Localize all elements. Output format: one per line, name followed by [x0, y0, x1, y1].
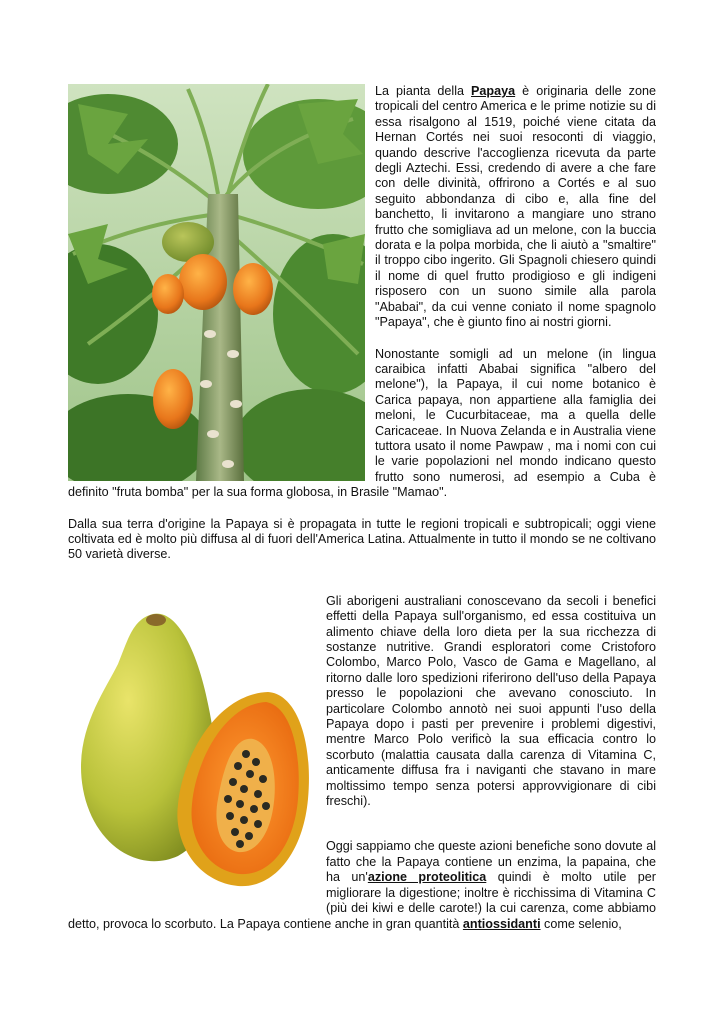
- paragraph-history: Gli aborigeni australiani conoscevano da secoli i benefici effetti della Papaya sull'organismo, ed essa costituiva un alimento chiave della loro dieta per la sua ricchezza di sostanze nutritive. Grandi esploratori come Cristoforo Colombo, Marco Polo, Vasco de Gama e Magellano, al ritorno dalle loro spedizioni riferirono dell'uso della Papaya presso le popolazioni che avevano conosciuto. In particolare Colombo annotò nei suoi appunti l'uso della Papaya dopo i pasti per prevenire i problemi digestivi, mentre Marco Polo verificò la sua efficacia contro lo scorbuto (malattia causata dalla carenza di Vitamina C, anticamente diffusa fra i naviganti che stavano in mare moltissimo tempo senza potersi approvvigionare di cibi freschi).: [326, 593, 656, 809]
- papaya-link[interactable]: Papaya: [471, 84, 516, 98]
- paragraph-diffusion: Dalla sua terra d'origine la Papaya si è propagata in tutte le regioni tropicali e subtropicali; oggi viene coltivata ed è molto più diffusa al di fuori dell'America Latina. Attualmente in tutto il mondo se ne coltivano 50 varietà diverse.: [68, 516, 656, 562]
- paragraph-name: Nonostante somigli ad un melone (in lingua caraibica infatti Ababai significa "albero del melone"), la Papaya, il cui nome botanico è Carica papaya, non appartiene alla famiglia dei meloni, le Cucurbitaceae, ma a quella delle Caricaceae. In Nuova Zelanda e in Australia viene tuttora usato il nome Pawpaw , ma i nomi con cui le varie popolazioni nel mondo indicano questo frutto sono numerosi, ad esempio a Cuba è definito "fruta bomba" per la sua forma globosa, in Brasile "Mamao".: [68, 346, 656, 500]
- p5-text-c: come selenio,: [540, 916, 622, 931]
- p1-text-b: è originaria delle zone tropicali del centro America e le prime notizie su di essa risalgono al 1519, poiché viene citata da Hernan Cortés nei suoi resoconti di viaggio, quando descrive l'accoglienza ricevuta da parte degli Aztechi. Essi, credendo di avere a che fare con delle divinità, offrirono a Cortés e al suo seguito abbondanza di cibo e, alla fine del banchetto, li invitarono a mangiare uno strano frutto che somigliava ad un melone, con la buccia dorata e la polpa morbida, che li aiutò a "smaltire" il troppo cibo ingerito. Gli Spagnoli chiesero quindi il nome di quel frutto prodigioso e gli indigeni risposero con un suono simile alla parola "Ababai", da cui venne coniato il nome spagnolo "Papaya", che è giunto fino ai nostri giorni.: [375, 84, 656, 330]
- antiossidanti-link[interactable]: antiossidanti: [462, 916, 541, 931]
- azione-proteolitica-link[interactable]: azione proteolitica: [367, 870, 487, 885]
- papaya-tree-photo: [68, 84, 365, 481]
- article-page: [68, 84, 656, 932]
- p5-text-b: quindi è molto utile per migliorare la digestione; inoltre è ricchissima di Vitamina C (più dei kiwi e delle carote!) la cui carenza, come abbiamo detto, provoca lo scorbuto. La Papaya contiene anche in gran quantità: [68, 870, 656, 931]
- papaya-fruit-photo: [68, 594, 316, 912]
- p5-text-a: Oggi sappiamo che queste azioni benefiche sono dovute al fatto che la Papaya contiene un enzima, la papaina, che ha un': [326, 839, 656, 885]
- p1-text-a: La pianta della: [375, 84, 472, 98]
